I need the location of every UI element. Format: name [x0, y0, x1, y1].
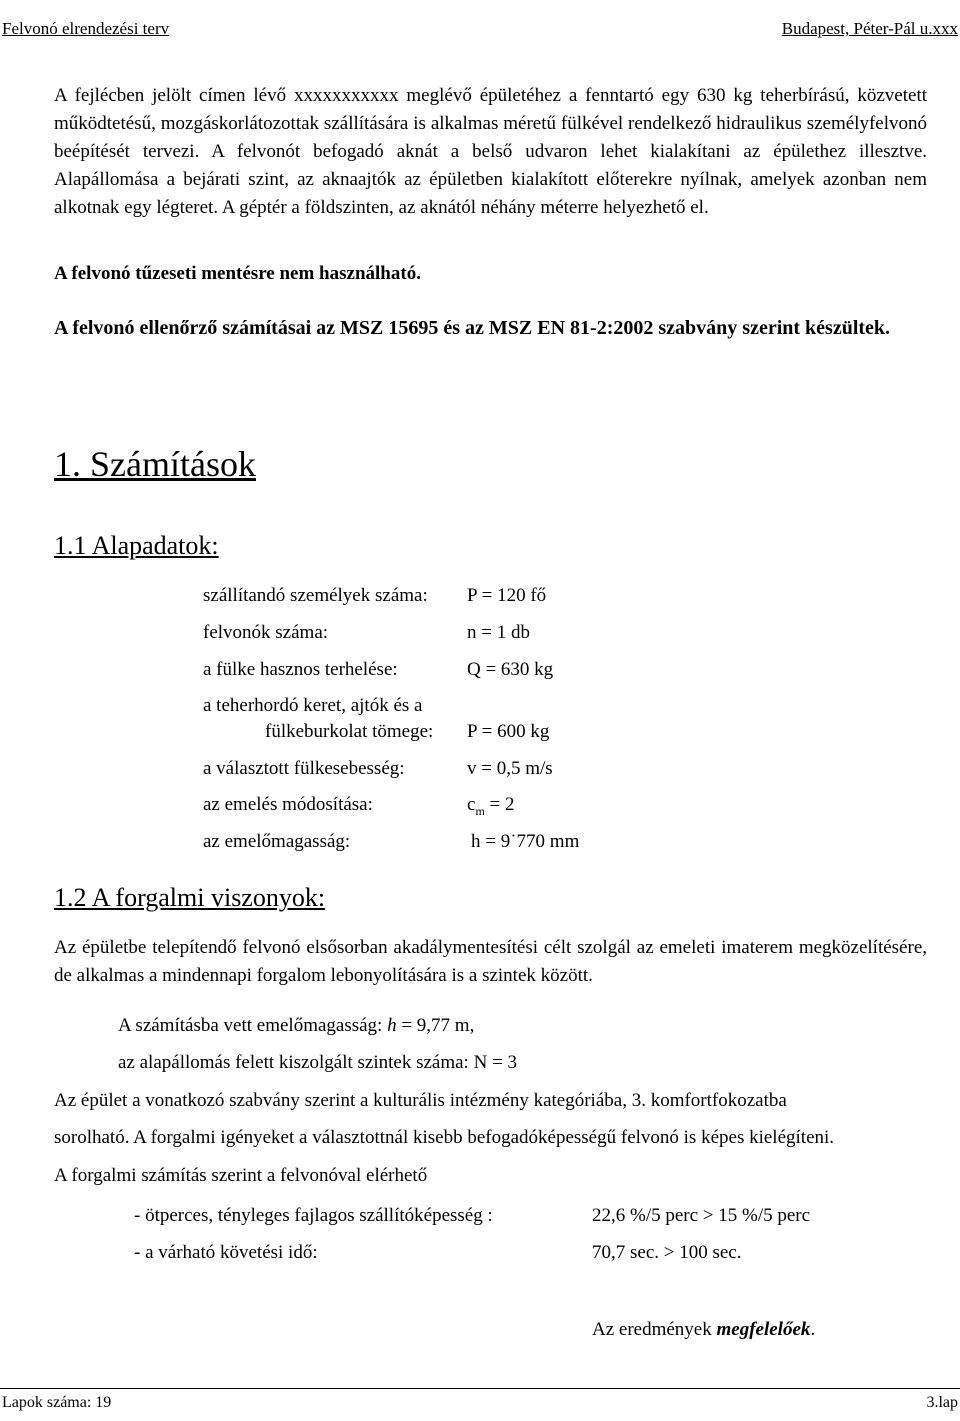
height-line — [118, 1014, 474, 1038]
data-label-speed: a választott fülkesebesség: — [203, 758, 405, 779]
intro-paragraph: A fejlécben jelölt címen lévő xxxxxxxxxxx meglévő épületéhez a fenntartó egy 630 kg teherbírású, közvetett működtetésű, mozgáskorlátozottak szállítására is alkalmas méretű fülkével rendelkező hidraulikus személyfelvonó beépítését tervezi. A felvonót befogadó aknát a belső udvaron lehet kialakítani az épülethez illesztve. Alapállomása a bejárati szint, az aknaajtók az épületben kialakított előterekre nyílnak, amelyek azonban nem alkotnak egy légteret. A géptér a földszinten, az aknától néhány méterre helyezhető el. — [54, 85, 927, 218]
footer-page-number: 3.lap — [926, 1394, 958, 1411]
data-value-ratio — [467, 793, 515, 823]
ratio-subscript: m — [475, 803, 485, 818]
standards-note: A felvonó ellenőrző számításai az MSZ 15695 és az MSZ EN 81-2:2002 szabvány szerint készültek. — [54, 317, 891, 339]
data-label-height: az emelőmagasság: — [203, 831, 351, 852]
data-value-frame-mass: P = 600 kg — [467, 721, 550, 742]
section-1-heading: 1. Számítások — [54, 444, 256, 484]
header-title: Felvonó elrendezési terv — [2, 19, 170, 38]
wait-value: 70,7 sec. > 100 sec. — [592, 1242, 742, 1263]
section-1-2-heading: 1.2 A forgalmi viszonyok: — [54, 883, 326, 912]
data-label-frame-mass-2: fülkeburkolat tömege: — [265, 721, 434, 742]
category-line-2: sorolható. A forgalmi igényeket a választottnál kisebb befogadóképességű felvonó is képes kielégíteni. — [54, 1127, 835, 1148]
data-value-lifts: n = 1 db — [467, 622, 530, 643]
result-suffix: . — [810, 1319, 816, 1340]
result-line — [592, 1318, 815, 1342]
height-symbol: h — [387, 1015, 397, 1036]
data-value-height: h = 9˙770 mm — [471, 831, 580, 852]
wait-label: - a várható követési idő: — [134, 1242, 318, 1263]
height-rest: = 9,77 m, — [396, 1015, 475, 1036]
height-prefix: A számításba vett emelőmagasság: — [118, 1015, 388, 1036]
data-value-persons: P = 120 fő — [467, 585, 547, 606]
calc-intro: A forgalmi számítás szerint a felvonóval elérhető — [54, 1165, 428, 1186]
data-value-speed: v = 0,5 m/s — [467, 758, 553, 779]
fire-note: A felvonó tűzeseti mentésre nem használható. — [54, 263, 421, 284]
header-address: Budapest, Péter-Pál u.xxx — [781, 19, 958, 38]
data-label-frame-mass: a teherhordó keret, ajtók és a — [203, 695, 423, 716]
data-label-ratio: az emelés módosítása: — [203, 794, 373, 815]
footer-page-count: Lapok száma: 19 — [2, 1394, 112, 1411]
section-1-1-heading: 1.1 Alapadatok: — [54, 531, 219, 560]
ratio-value: = 2 — [484, 794, 515, 815]
footer-rule — [0, 1388, 960, 1389]
data-label-lifts: felvonók száma: — [203, 622, 329, 643]
data-label-load: a fülke hasznos terhelése: — [203, 659, 398, 680]
floors-line: az alapállomás felett kiszolgált szintek száma: N = 3 — [118, 1052, 518, 1073]
capacity-value: 22,6 %/5 perc > 15 %/5 perc — [592, 1205, 811, 1226]
data-label-persons: szállítandó személyek száma: — [203, 585, 428, 606]
ratio-symbol: c — [467, 794, 476, 815]
data-value-load: Q = 630 kg — [467, 659, 554, 680]
result-word: megfelelőek — [716, 1319, 811, 1340]
capacity-label: - ötperces, tényleges fajlagos szállítóképesség : — [134, 1205, 493, 1226]
traffic-paragraph: Az épületbe telepítendő felvonó elsősorban akadálymentesítési célt szolgál az emeleti imaterem megközelítésére, de alkalmas a mindennapi forgalom lebonyolítására is a szintek között. — [54, 937, 927, 986]
result-prefix: Az eredmények — [592, 1319, 717, 1340]
category-line-1: Az épület a vonatkozó szabvány szerint a kulturális intézmény kategóriába, 3. komfortfokozatba — [54, 1090, 787, 1111]
